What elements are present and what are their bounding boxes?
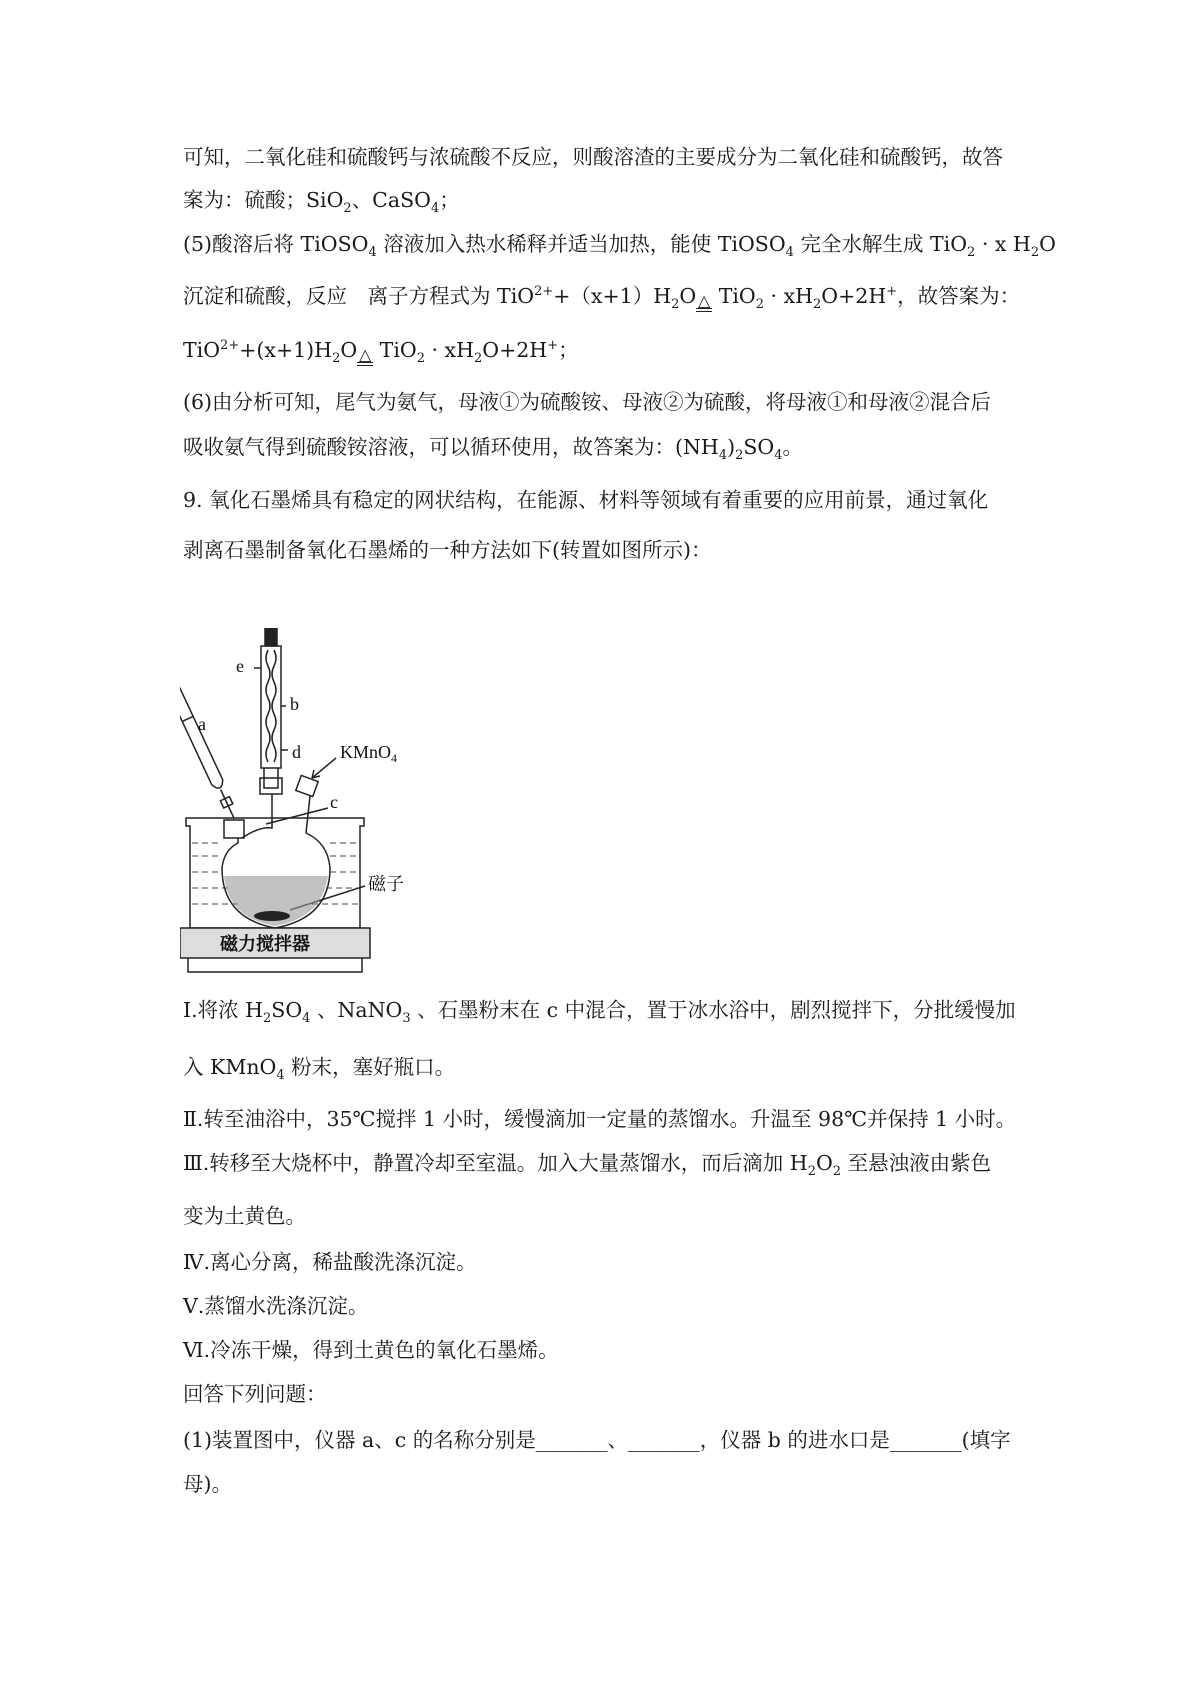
text-run: ； xyxy=(558,338,579,362)
text-run: O xyxy=(679,284,697,308)
text-run: +（x+1）H xyxy=(553,284,672,308)
text-run: (5)酸溶后将 TiOSO xyxy=(183,232,369,256)
label-d: d xyxy=(292,742,301,762)
text-run: ) xyxy=(727,435,736,459)
subscript: 2 xyxy=(832,1164,842,1180)
answer-6-line-1: (6)由分析可知，尾气为氨气，母液①为硫酸铵、母液②为硫酸，将母液①和母液②混合后 xyxy=(183,390,992,414)
delta-symbol: △ xyxy=(698,291,711,310)
superscript: + xyxy=(547,338,559,354)
subscript: 2 xyxy=(755,297,765,313)
label-stirrer: 磁力搅拌器 xyxy=(220,934,310,955)
label-kmno4-sub: 4 xyxy=(391,751,398,765)
text-run: TiO xyxy=(183,338,221,362)
answer-5-line-3 xyxy=(183,340,1043,366)
text-run: Ⅰ.将浓 H xyxy=(183,998,264,1022)
subscript: 4 xyxy=(430,201,440,217)
step-4: Ⅳ.离心分离，稀盐酸洗涤沉淀。 xyxy=(183,1250,477,1274)
step-2: Ⅱ.转至油浴中，35℃搅拌 1 小时，缓慢滴加一定量的蒸馏水。升温至 98℃并保持 1 小时。 xyxy=(183,1107,1017,1131)
label-kmno4-text: KMnO xyxy=(340,742,392,762)
subscript: 2 xyxy=(807,1164,816,1180)
text-run: 溶液加入热水稀释并适当加热，能使 TiOSO xyxy=(376,232,786,256)
text-run: +(x+1)H xyxy=(239,338,333,362)
subscript: 2 xyxy=(474,351,483,367)
label-e: e xyxy=(236,656,244,676)
text-run: O xyxy=(815,1151,833,1175)
subscript: 4 xyxy=(774,448,783,464)
text-run: 。 xyxy=(782,435,804,459)
text-run: 入 KMnO xyxy=(183,1055,277,1079)
questions-intro: 回答下列问题： xyxy=(183,1382,327,1406)
label-a: a xyxy=(198,714,206,734)
subscript: 4 xyxy=(302,1011,311,1027)
step-5: Ⅴ.蒸馏水洗涤沉淀。 xyxy=(183,1294,369,1318)
subscript: 2 xyxy=(967,245,976,261)
text-run: 、NaNO xyxy=(310,998,403,1022)
superscript: 2+ xyxy=(534,284,554,300)
text-run: TiO xyxy=(712,284,756,308)
heat-equals-sign xyxy=(696,291,712,312)
step-6: Ⅵ.冷冻干燥，得到土黄色的氧化石墨烯。 xyxy=(183,1338,559,1362)
text-run: 粉末，塞好瓶口。 xyxy=(284,1055,456,1079)
step-1-line-1 xyxy=(183,998,1043,1027)
subscript: 2 xyxy=(332,351,341,367)
subscript: 3 xyxy=(402,1011,411,1027)
answer-6-line-2 xyxy=(183,435,1043,464)
delta-symbol: △ xyxy=(359,345,372,364)
subscript: 4 xyxy=(718,448,728,464)
question-9-line-2: 剥离石墨制备氧化石墨烯的一种方法如下(转置如图所示)： xyxy=(183,538,712,562)
subscript: 2 xyxy=(735,448,744,464)
stir-bar xyxy=(254,911,290,921)
text-run: 完全水解生成 TiO xyxy=(793,232,968,256)
condenser-outer xyxy=(261,646,281,768)
text-run: · xH xyxy=(425,338,474,362)
funnel-joint xyxy=(224,820,244,838)
answer-5-line-1 xyxy=(183,232,1056,261)
condenser-stopper xyxy=(265,628,277,646)
text-run: O xyxy=(1039,232,1056,256)
text-run: O+2H xyxy=(482,338,548,362)
subscript: 2 xyxy=(263,1011,272,1027)
subscript: 4 xyxy=(785,245,794,261)
answer-5-line-2 xyxy=(183,286,1043,312)
text-run: 、CaSO xyxy=(351,188,431,212)
step-3-line-2: 变为土黄色。 xyxy=(183,1204,306,1228)
subscript: 2 xyxy=(416,351,425,367)
subscript: 2 xyxy=(671,297,680,313)
label-kmno4 xyxy=(340,742,397,765)
superscript: 2+ xyxy=(220,338,240,354)
text-run: 案为：硫酸；SiO xyxy=(183,188,344,212)
step-1-line-2 xyxy=(183,1055,1043,1084)
label-magnet: 磁子 xyxy=(368,874,404,895)
answer-4-line-1: 可知，二氧化硅和硫酸钙与浓硫酸不反应，则酸溶渣的主要成分为二氧化硅和硫酸钙，故答 xyxy=(183,145,1003,169)
text-run: ，故答案为： xyxy=(897,284,1021,308)
step-3-line-1 xyxy=(183,1151,1043,1180)
question-1-line-1: (1)装置图中，仪器 a、c 的名称分别是_______、_______，仪器 b 的进水口是_______(填字 xyxy=(183,1428,1011,1452)
text-run: Ⅲ.转移至大烧杯中，静置冷却至室温。加入大量蒸馏水，而后滴加 H xyxy=(183,1151,808,1175)
subscript: 2 xyxy=(1030,245,1040,261)
text-run: · xH xyxy=(764,284,814,308)
label-b: b xyxy=(290,694,299,714)
answer-4-line-2 xyxy=(183,188,1043,217)
text-run: O+2H xyxy=(821,284,887,308)
question-9-line-1: 9. 氧化石墨烯具有稳定的网状结构，在能源、材料等领域有着重要的应用前景，通过氧化 xyxy=(183,488,989,512)
text-run: SO xyxy=(271,998,303,1022)
heat-equals-sign xyxy=(357,345,373,366)
text-run: 沉淀和硫酸，反应 离子方程式为 TiO xyxy=(183,284,535,308)
superscript: + xyxy=(886,284,898,300)
text-run: TiO xyxy=(373,338,417,362)
text-run: 、石墨粉末在 c 中混合，置于冰水浴中，剧烈搅拌下，分批缓慢加 xyxy=(410,998,1016,1022)
apparatus-diagram xyxy=(180,628,500,980)
question-1-line-2: 母)。 xyxy=(183,1472,232,1496)
subscript: 4 xyxy=(276,1068,285,1084)
text-run: · x H xyxy=(975,232,1031,256)
subscript: 4 xyxy=(368,245,377,261)
label-c: c xyxy=(330,792,338,812)
subscript: 2 xyxy=(813,297,822,313)
text-run: 吸收氨气得到硫酸铵溶液，可以循环使用，故答案为：(NH xyxy=(183,435,719,459)
subscript: 2 xyxy=(343,201,352,217)
text-run: ； xyxy=(439,188,460,212)
text-run: SO xyxy=(743,435,775,459)
side-neck xyxy=(296,775,318,796)
text-run: O xyxy=(340,338,358,362)
text-run: 至悬浊液由紫色 xyxy=(841,1151,992,1175)
